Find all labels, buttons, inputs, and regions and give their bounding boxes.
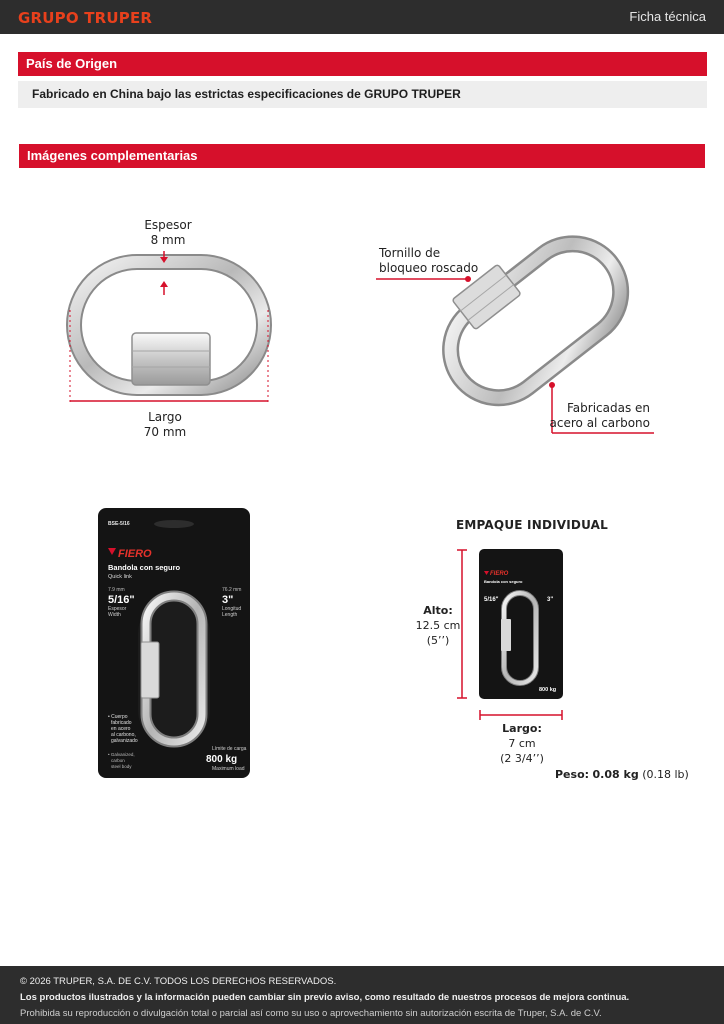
package-width-cm: 7 cm <box>508 737 536 750</box>
package-width-callout <box>486 721 558 766</box>
card-load-en: Maximum load <box>212 766 245 772</box>
package-weight-lb: (0.18 lb) <box>642 768 689 781</box>
package-weight-label: Peso: <box>555 768 590 781</box>
material-line-2: acero al carbono <box>549 416 650 430</box>
package-weight <box>555 768 689 781</box>
card-body-es-5: galvanizado <box>111 738 138 744</box>
package-height-label: Alto: <box>423 604 453 617</box>
card-length-en: Length <box>222 612 238 618</box>
top-bar <box>0 0 724 34</box>
product-package-image <box>98 508 250 778</box>
card-thickness-in: 5/16" <box>108 594 135 606</box>
card-code: BSE-5/16 <box>108 521 130 527</box>
card-load-es: Límite de carga <box>212 746 247 752</box>
card-product-name: Bandola con seguro <box>108 563 181 572</box>
package-width-in: (2 3/4’’) <box>500 752 544 765</box>
card-body-es-1: • Cuerpo <box>108 714 128 720</box>
footer <box>0 966 724 1024</box>
card-thickness-mm: 7.9 mm <box>108 587 125 593</box>
packaging-dimension-image <box>455 545 570 720</box>
material-line-1: Fabricadas en <box>566 401 650 415</box>
card-length-in: 3" <box>222 594 234 606</box>
length-label: Largo <box>148 410 182 424</box>
card-body-es-2: fabricado <box>111 720 132 726</box>
card-body-es-4: al carbono, <box>111 732 136 738</box>
material-callout <box>540 401 650 431</box>
length-callout <box>125 410 205 440</box>
card-thickness-en: Width <box>108 612 121 618</box>
mini-card-length-in: 3" <box>547 597 554 603</box>
document-type-label: Ficha técnica <box>629 9 706 24</box>
package-height-cm: 12.5 cm <box>415 619 461 632</box>
images-section-header: Imágenes complementarias <box>19 144 705 168</box>
footer-legal: Prohibida su reproducción o divulgación total o parcial así como su uso o aprovechamiento sin autorización escrita de Truper, S.A. de C.V. <box>20 1008 602 1019</box>
length-value: 70 mm <box>143 425 187 439</box>
card-length-es: Longitud <box>222 606 242 612</box>
package-width-label: Largo: <box>502 722 542 735</box>
thickness-callout <box>128 218 208 248</box>
package-height-callout <box>414 603 462 648</box>
thickness-label: Espesor <box>144 218 192 232</box>
mini-card-load-value: 800 kg <box>539 687 557 693</box>
screw-line-1: Tornillo de <box>379 246 441 260</box>
card-length-mm: 76.2 mm <box>222 587 242 593</box>
card-brand: FIERO <box>118 548 152 560</box>
card-body-en-3: steel body <box>111 764 132 769</box>
card-body-es-3: en acero <box>111 726 131 732</box>
mini-card-thickness-in: 5/16" <box>484 597 499 603</box>
origin-section-header: País de Origen <box>18 52 707 76</box>
card-thickness-es: Espesor <box>108 606 127 612</box>
package-height-in: (5’’) <box>426 634 450 647</box>
card-body-en-2: carbon <box>111 758 125 763</box>
brand-logo[interactable]: GRUPO TRUPER <box>18 9 153 27</box>
thickness-value: 8 mm <box>150 233 186 247</box>
card-product-name-en: Quick link <box>108 574 132 580</box>
packaging-title: EMPAQUE INDIVIDUAL <box>456 518 608 532</box>
card-load-value: 800 kg <box>206 754 238 765</box>
mini-card-brand: FIERO <box>490 571 509 577</box>
screw-line-2: bloqueo roscado <box>379 261 479 275</box>
footer-disclaimer: Los productos ilustrados y la información pueden cambiar sin previo aviso, como resultado de nuestros procesos de mejora continua. <box>20 992 630 1003</box>
footer-copyright: © 2026 TRUPER, S.A. DE C.V. TODOS LOS DERECHOS RESERVADOS. <box>20 976 337 987</box>
package-weight-kg: 0.08 kg <box>592 768 639 781</box>
screw-callout <box>379 246 499 276</box>
origin-text: Fabricado en China bajo las estrictas especificaciones de GRUPO TRUPER <box>18 81 707 108</box>
card-body-en-1: • Galvanized, <box>108 752 135 757</box>
mini-card-product-name: Bandola con seguro <box>484 579 523 584</box>
